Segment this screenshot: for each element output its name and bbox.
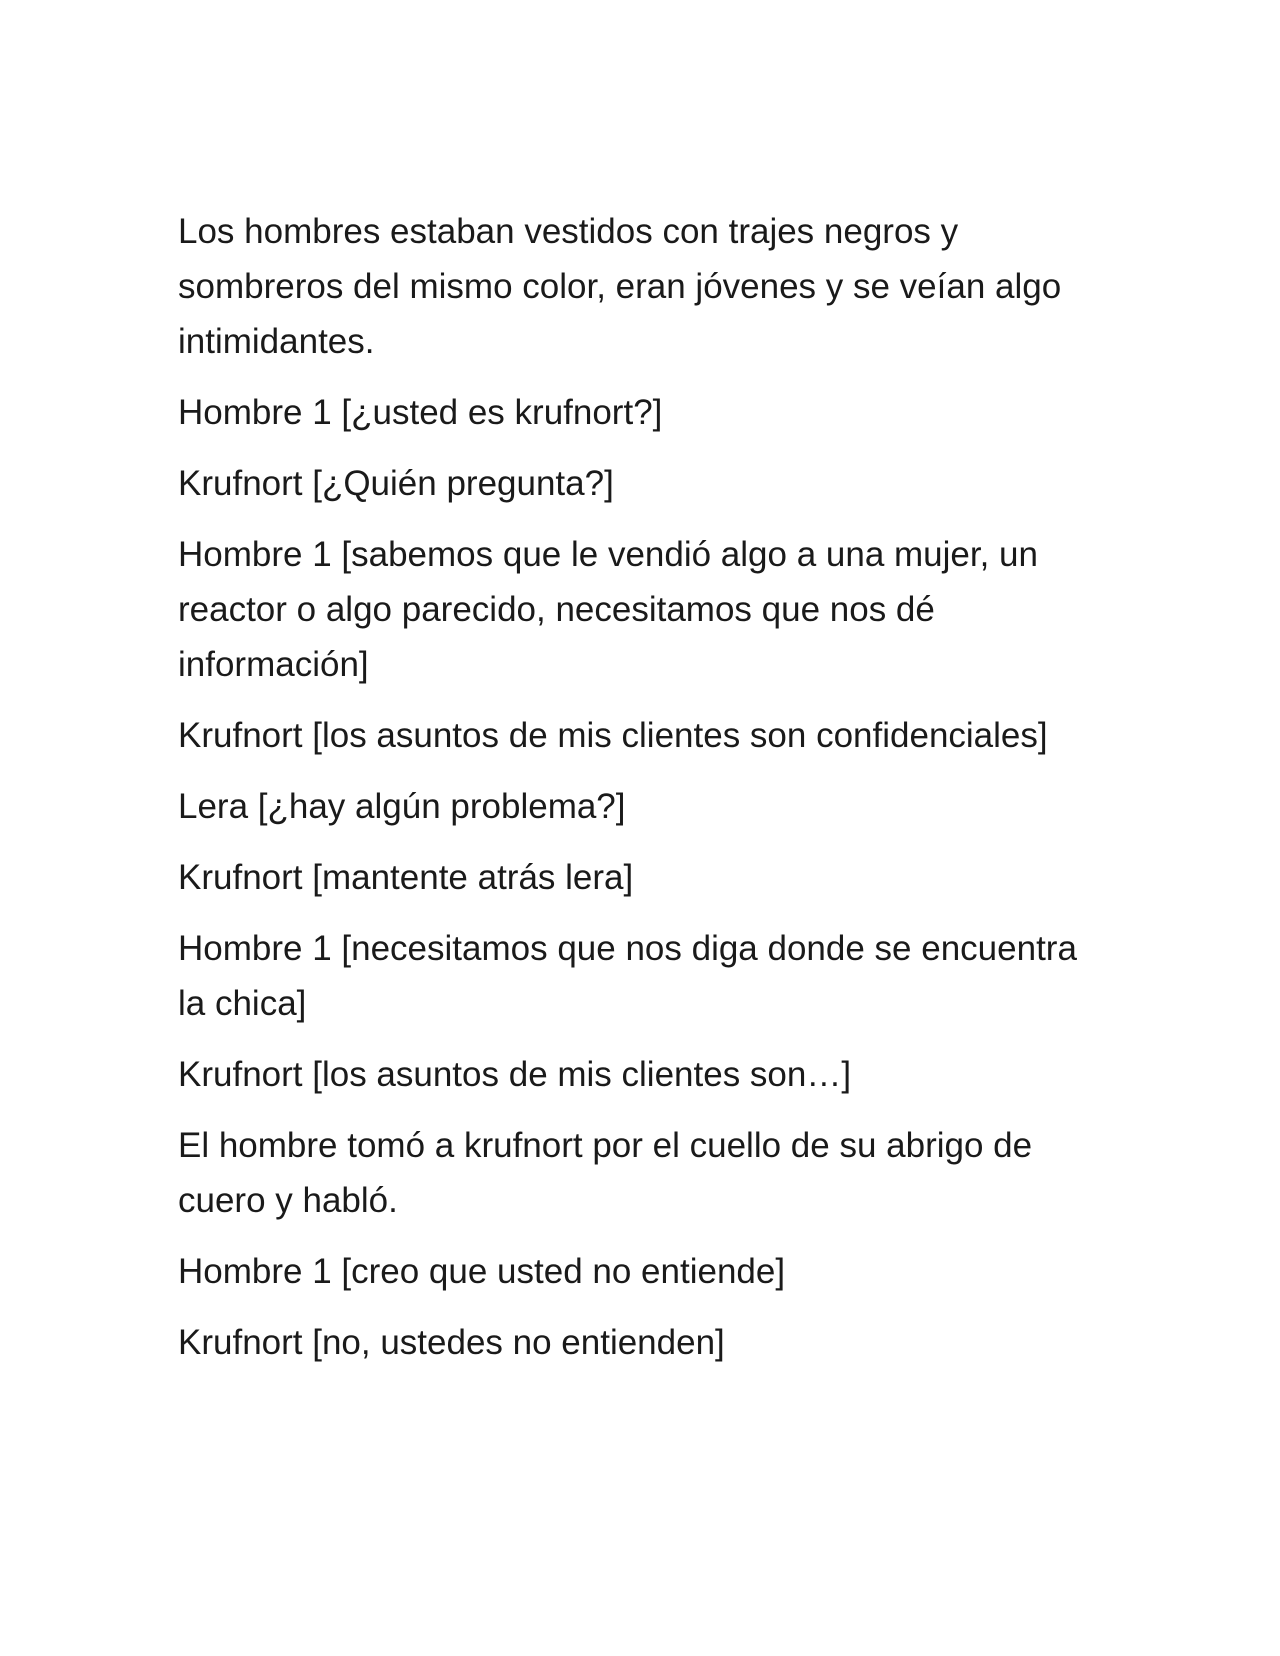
paragraph-dialogue-9: Hombre 1 [creo que usted no entiende] bbox=[178, 1252, 786, 1291]
paragraph-narration-2: El hombre tomó a krufnort por el cuello de su abrigo de cuero y habló. bbox=[178, 1126, 1033, 1220]
paragraph-dialogue-5: Lera [¿hay algún problema?] bbox=[178, 787, 626, 826]
paragraph-dialogue-4: Krufnort [los asuntos de mis clientes son confidenciales] bbox=[178, 716, 1048, 755]
paragraph-dialogue-6: Krufnort [mantente atrás lera] bbox=[178, 858, 634, 897]
paragraph-dialogue-10: Krufnort [no, ustedes no entienden] bbox=[178, 1323, 725, 1362]
paragraph-dialogue-8: Krufnort [los asuntos de mis clientes son…] bbox=[178, 1055, 852, 1094]
paragraph-dialogue-1: Hombre 1 [¿usted es krufnort?] bbox=[178, 393, 663, 432]
document-body bbox=[178, 204, 1098, 1386]
paragraph-dialogue-3: Hombre 1 [sabemos que le vendió algo a una mujer, un reactor o algo parecido, necesitamos que nos dé información] bbox=[178, 535, 1038, 684]
paragraph-dialogue-7: Hombre 1 [necesitamos que nos diga donde se encuentra la chica] bbox=[178, 929, 1077, 1023]
paragraph-narration-1: Los hombres estaban vestidos con trajes negros y sombreros del mismo color, eran jóvenes y se veían algo intimidantes. bbox=[178, 212, 1062, 361]
paragraph-dialogue-2: Krufnort [¿Quién pregunta?] bbox=[178, 464, 614, 503]
